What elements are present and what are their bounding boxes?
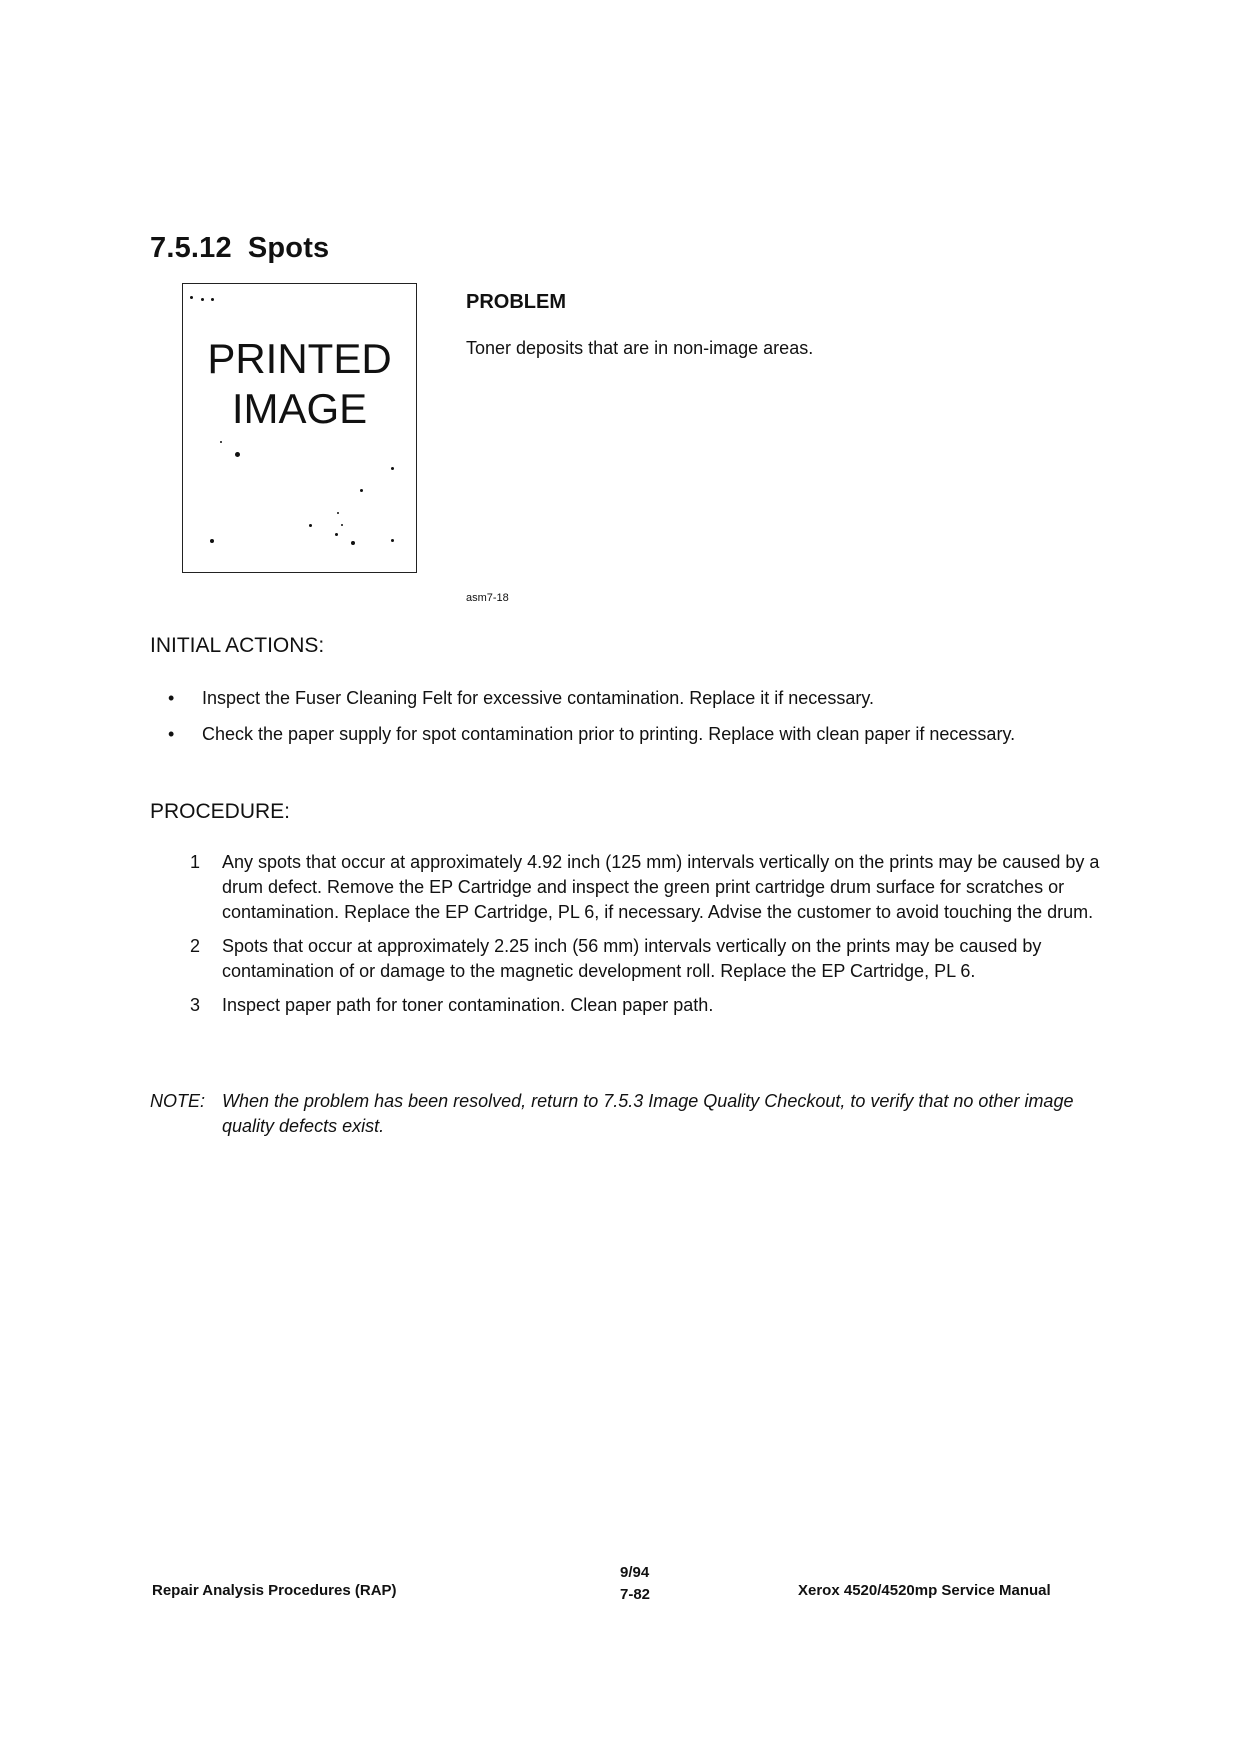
procedure-heading: PROCEDURE: [150,800,291,823]
spot [211,298,214,301]
section-heading [150,232,329,265]
list-item-text: Check the paper supply for spot contamination prior to printing. Replace with clean paper if necessary. [202,724,1016,744]
spot [235,452,240,457]
initial-actions-list [160,686,1080,758]
initial-actions-heading: INITIAL ACTIONS: [150,634,325,657]
step-text: Any spots that occur at approximately 4.92 inch (125 mm) intervals vertically on the prints may be caused by a drum defect. Remove the EP Cartridge and inspect the green print cartridge drum surface for scratches or contamination. Replace the EP Cartridge, PL 6, if necessary. Advise the customer to avoid touching the drum. [222,852,1100,922]
section-title: Spots [247,232,330,264]
spot [351,541,355,545]
footer-manual-title: Xerox 4520/4520mp Service Manual [798,1582,1051,1599]
spot [341,524,343,526]
note [150,1089,1110,1139]
note-text: When the problem has been resolved, return to 7.5.3 Image Quality Checkout, to verify that no other image quality defects exist. [222,1091,1074,1136]
figure-label-line2: IMAGE [231,385,368,432]
footer-section-name: Repair Analysis Procedures (RAP) [152,1582,397,1599]
step-number: 3 [190,995,201,1015]
spot [337,512,339,514]
footer-page-number: 7-82 [620,1586,651,1603]
spot [391,539,394,542]
procedure-step [190,934,1120,984]
figure-id: asm7-18 [466,592,509,604]
step-text: Spots that occur at approximately 2.25 inch (56 mm) intervals vertically on the prints may be caused by contamination of or damage to the magnetic development roll. Replace the EP Cartridge, PL 6. [222,936,1042,981]
note-label: NOTE: [150,1091,206,1111]
footer-page-info [620,1562,650,1606]
spot [220,441,222,443]
procedure-steps [190,850,1120,1027]
list-item [160,722,1080,747]
procedure-step [190,850,1120,925]
figure-label-line1: PRINTED [207,335,392,382]
spot [391,467,394,470]
spot [309,524,312,527]
problem-heading: PROBLEM [466,291,566,313]
printed-image-figure [182,283,417,573]
list-item [160,686,1080,711]
step-number: 1 [190,852,201,872]
spot [210,539,214,543]
footer-date: 9/94 [620,1564,650,1581]
spot [201,298,204,301]
bullet: • [168,688,175,708]
section-number: 7.5.12 [150,232,232,264]
procedure-step [190,993,1120,1018]
step-text: Inspect paper path for toner contamination. Clean paper path. [222,995,714,1015]
list-item-text: Inspect the Fuser Cleaning Felt for excessive contamination. Replace it if necessary. [202,688,874,708]
spot [335,533,338,536]
step-number: 2 [190,936,201,956]
spot [190,296,193,299]
bullet: • [168,724,175,744]
spot [360,489,363,492]
problem-text: Toner deposits that are in non-image areas. [466,338,814,358]
